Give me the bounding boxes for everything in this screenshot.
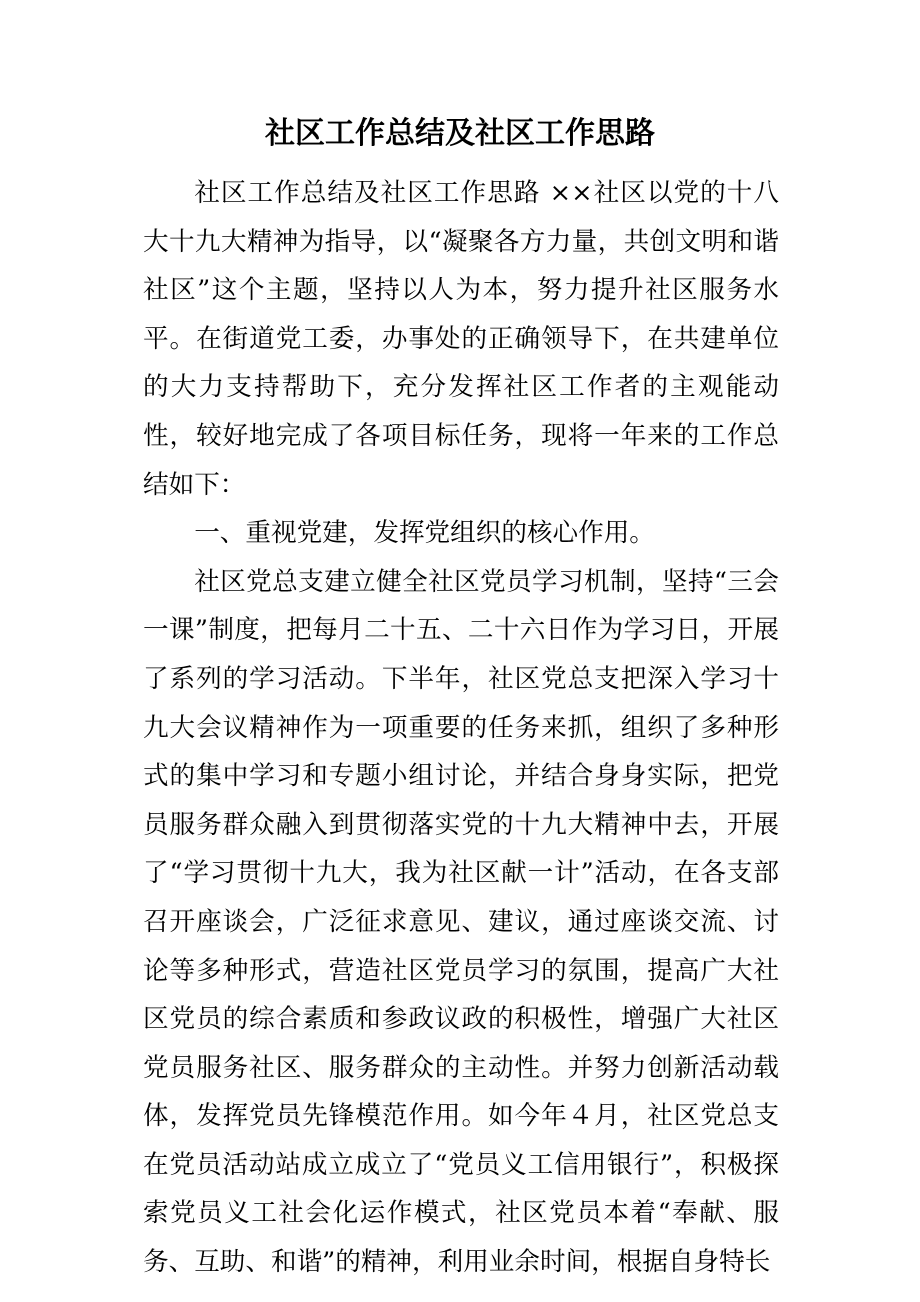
section-heading-1: 一、重视党建，发挥党组织的核心作用。	[194, 518, 655, 549]
paragraph-party-building: 社区党总支建立健全社区党员学习机制，坚持“三会一课”制度，把每月二十五、二十六日作为学习日，开展了系列的学习活动。下半年，社区党总支把深入学习十九大会议精神作为一项重要的任务来抓，组织了多种形式的集中学习和专题小组讨论，并结合身身实际，把党员服务群众融入到贯彻落实党的十九大精神中去，开展了“学习贯彻十九大，我为社区献一计”活动，在各支部召开座谈会，广泛征求意见、建议，通过座谈交流、讨论等多种形式，营造社区党员学习的氛围，提高广大社区党员的综合素质和参政议政的积极性，增强广大社区党员服务社区、服务群众的主动性。并努力创新活动载体，发挥党员先锋模范作用。如今年４月，社区党总支在党员活动站成立成立了“党员义工信用银行”，积极探索党员义工社会化运作模式，社区党员本着“奉献、服务、互助、和谐”的精神，利用业余时间，根据自身特长	[143, 566, 779, 1278]
paragraph-intro: 社区工作总结及社区工作思路 ××社区以党的十八大十九大精神为指导，以“凝聚各方力量，共创文明和谐社区”这个主题，坚持以人为本，努力提升社区服务水平。在街道党工委，办事处的正确领导下，在共建单位的大力支持帮助下，充分发挥社区工作者的主观能动性，较好地完成了各项目标任务，现将一年来的工作总结如下：	[143, 178, 779, 500]
document-body	[143, 169, 779, 1287]
document-title: 社区工作总结及社区工作思路	[265, 116, 655, 151]
